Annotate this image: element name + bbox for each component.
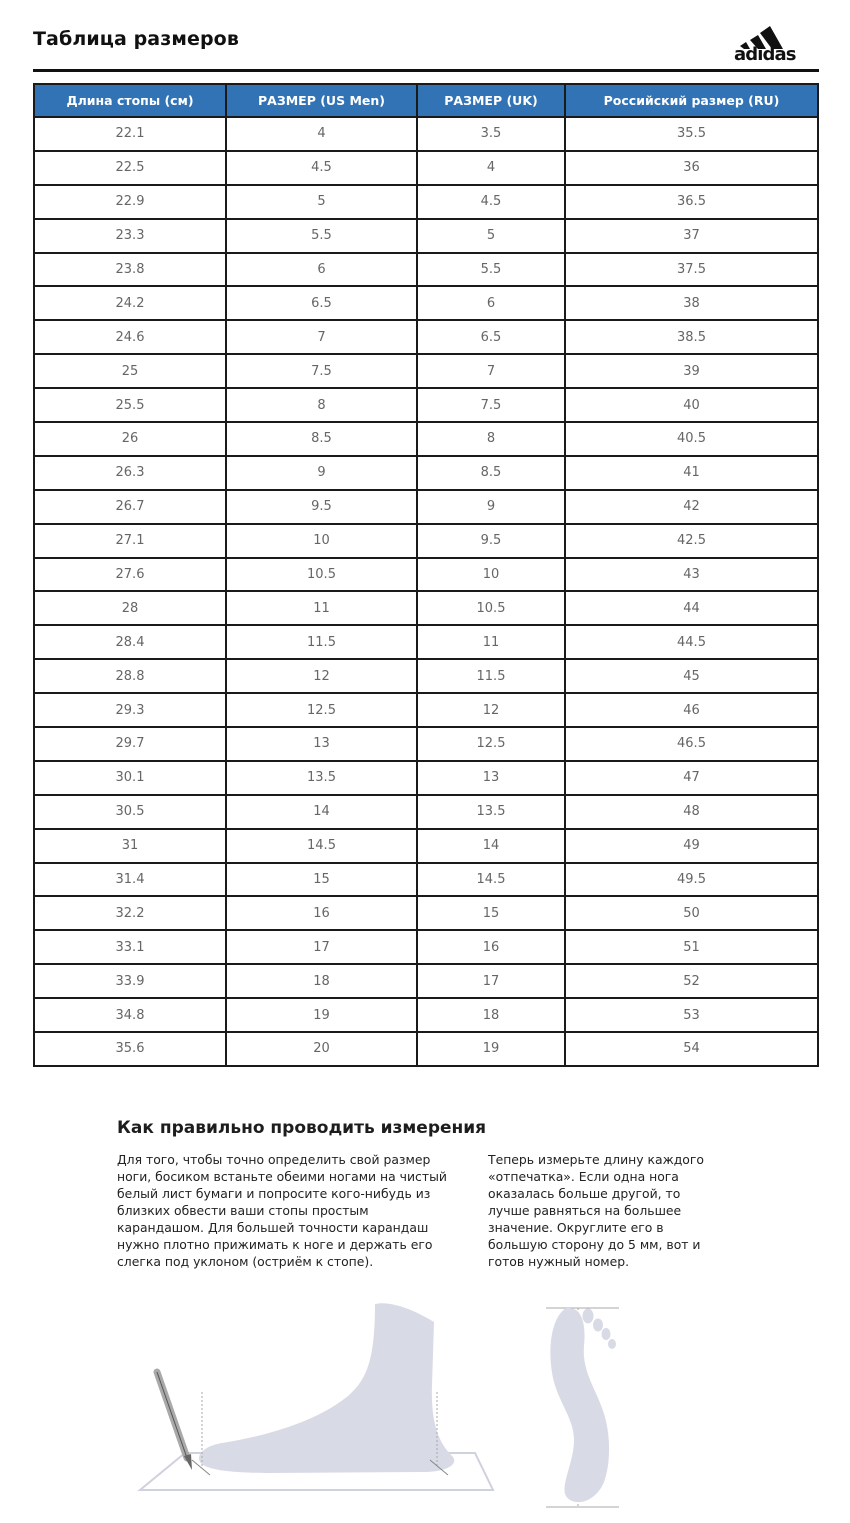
cell-us-men: 11.5 xyxy=(226,625,417,659)
cell-foot-length: 24.6 xyxy=(34,320,226,354)
table-row xyxy=(34,558,818,592)
cell-uk: 4 xyxy=(417,151,565,185)
cell-us-men: 6 xyxy=(226,253,417,287)
table-row xyxy=(34,117,818,151)
cell-foot-length: 25 xyxy=(34,354,226,388)
cell-us-men: 15 xyxy=(226,863,417,897)
measurement-instructions-left: Для того, чтобы точно определить свой размер ноги, босиком встаньте обеими ногами на чистый белый лист бумаги и попросите кого-нибудь из близких обвести ваши стопы простым карандашом. Для большей точности карандаш нужно плотно прижимать к ноге и держать его слегка под уклоном (остриём к стопе). xyxy=(117,1152,447,1269)
cell-us-men: 14.5 xyxy=(226,829,417,863)
cell-uk: 3.5 xyxy=(417,117,565,151)
cell-ru: 49 xyxy=(565,829,818,863)
cell-uk: 14.5 xyxy=(417,863,565,897)
table-row xyxy=(34,490,818,524)
size-table-body xyxy=(34,117,818,1066)
cell-us-men: 9.5 xyxy=(226,490,417,524)
cell-ru: 35.5 xyxy=(565,117,818,151)
cell-ru: 46.5 xyxy=(565,727,818,761)
cell-foot-length: 27.6 xyxy=(34,558,226,592)
cell-us-men: 4.5 xyxy=(226,151,417,185)
column-header-ru: Российский размер (RU) xyxy=(565,84,818,117)
cell-uk: 9 xyxy=(417,490,565,524)
footprint-icon xyxy=(546,1308,619,1507)
cell-foot-length: 28 xyxy=(34,591,226,625)
cell-foot-length: 23.8 xyxy=(34,253,226,287)
cell-uk: 12 xyxy=(417,693,565,727)
table-row xyxy=(34,693,818,727)
cell-us-men: 18 xyxy=(226,964,417,998)
cell-foot-length: 28.4 xyxy=(34,625,226,659)
cell-uk: 13 xyxy=(417,761,565,795)
cell-us-men: 6.5 xyxy=(226,286,417,320)
cell-foot-length: 30.1 xyxy=(34,761,226,795)
cell-foot-length: 22.5 xyxy=(34,151,226,185)
table-row xyxy=(34,964,818,998)
cell-foot-length: 27.1 xyxy=(34,524,226,558)
table-row xyxy=(34,151,818,185)
cell-ru: 42 xyxy=(565,490,818,524)
cell-uk: 7 xyxy=(417,354,565,388)
cell-foot-length: 31 xyxy=(34,829,226,863)
table-row xyxy=(34,253,818,287)
cell-uk: 5 xyxy=(417,219,565,253)
cell-us-men: 8 xyxy=(226,388,417,422)
table-row xyxy=(34,659,818,693)
cell-foot-length: 22.9 xyxy=(34,185,226,219)
cell-foot-length: 31.4 xyxy=(34,863,226,897)
cell-uk: 11 xyxy=(417,625,565,659)
table-row xyxy=(34,219,818,253)
cell-foot-length: 35.6 xyxy=(34,1032,226,1066)
cell-ru: 40 xyxy=(565,388,818,422)
cell-us-men: 9 xyxy=(226,456,417,490)
table-row xyxy=(34,320,818,354)
cell-ru: 52 xyxy=(565,964,818,998)
cell-uk: 7.5 xyxy=(417,388,565,422)
cell-foot-length: 24.2 xyxy=(34,286,226,320)
column-header-foot-length: Длина стопы (см) xyxy=(34,84,226,117)
cell-ru: 41 xyxy=(565,456,818,490)
table-row xyxy=(34,761,818,795)
cell-us-men: 7.5 xyxy=(226,354,417,388)
cell-ru: 37 xyxy=(565,219,818,253)
cell-us-men: 5 xyxy=(226,185,417,219)
cell-foot-length: 33.9 xyxy=(34,964,226,998)
table-header-row xyxy=(34,84,818,117)
cell-ru: 45 xyxy=(565,659,818,693)
cell-uk: 13.5 xyxy=(417,795,565,829)
table-row xyxy=(34,625,818,659)
cell-uk: 6.5 xyxy=(417,320,565,354)
table-row xyxy=(34,1032,818,1066)
cell-ru: 40.5 xyxy=(565,422,818,456)
cell-foot-length: 25.5 xyxy=(34,388,226,422)
cell-uk: 9.5 xyxy=(417,524,565,558)
cell-ru: 42.5 xyxy=(565,524,818,558)
measurement-illustration xyxy=(0,1290,850,1523)
cell-us-men: 17 xyxy=(226,930,417,964)
cell-foot-length: 23.3 xyxy=(34,219,226,253)
cell-us-men: 12.5 xyxy=(226,693,417,727)
cell-uk: 10.5 xyxy=(417,591,565,625)
cell-foot-length: 29.3 xyxy=(34,693,226,727)
cell-us-men: 10 xyxy=(226,524,417,558)
cell-foot-length: 22.1 xyxy=(34,117,226,151)
cell-foot-length: 28.8 xyxy=(34,659,226,693)
table-row xyxy=(34,524,818,558)
cell-ru: 39 xyxy=(565,354,818,388)
cell-uk: 5.5 xyxy=(417,253,565,287)
cell-us-men: 14 xyxy=(226,795,417,829)
cell-uk: 11.5 xyxy=(417,659,565,693)
cell-ru: 50 xyxy=(565,896,818,930)
measurement-title: Как правильно проводить измерения xyxy=(117,1118,487,1138)
column-header-uk: РАЗМЕР (UK) xyxy=(417,84,565,117)
table-row xyxy=(34,591,818,625)
cell-ru: 46 xyxy=(565,693,818,727)
cell-us-men: 11 xyxy=(226,591,417,625)
table-row xyxy=(34,456,818,490)
cell-ru: 43 xyxy=(565,558,818,592)
cell-us-men: 7 xyxy=(226,320,417,354)
cell-us-men: 20 xyxy=(226,1032,417,1066)
table-row xyxy=(34,354,818,388)
cell-ru: 54 xyxy=(565,1032,818,1066)
cell-foot-length: 26.7 xyxy=(34,490,226,524)
measurement-instructions-right: Теперь измерьте длину каждого «отпечатка». Если одна нога оказалась больше другой, то лучше равняться на большее значение. Округлите его в большую сторону до 5 мм, вот и готов нужный номер. xyxy=(488,1152,704,1269)
cell-us-men: 5.5 xyxy=(226,219,417,253)
header-divider xyxy=(33,69,819,72)
cell-ru: 47 xyxy=(565,761,818,795)
cell-us-men: 10.5 xyxy=(226,558,417,592)
cell-us-men: 13 xyxy=(226,727,417,761)
cell-ru: 38.5 xyxy=(565,320,818,354)
cell-uk: 4.5 xyxy=(417,185,565,219)
table-row xyxy=(34,998,818,1032)
cell-us-men: 19 xyxy=(226,998,417,1032)
cell-ru: 44.5 xyxy=(565,625,818,659)
cell-foot-length: 29.7 xyxy=(34,727,226,761)
table-row xyxy=(34,185,818,219)
cell-ru: 38 xyxy=(565,286,818,320)
cell-uk: 17 xyxy=(417,964,565,998)
cell-uk: 10 xyxy=(417,558,565,592)
table-row xyxy=(34,829,818,863)
cell-ru: 36 xyxy=(565,151,818,185)
cell-foot-length: 26.3 xyxy=(34,456,226,490)
cell-us-men: 4 xyxy=(226,117,417,151)
cell-uk: 8.5 xyxy=(417,456,565,490)
table-row xyxy=(34,422,818,456)
foot-side-icon xyxy=(199,1303,454,1473)
cell-uk: 19 xyxy=(417,1032,565,1066)
cell-uk: 18 xyxy=(417,998,565,1032)
table-row xyxy=(34,286,818,320)
cell-us-men: 8.5 xyxy=(226,422,417,456)
cell-uk: 12.5 xyxy=(417,727,565,761)
cell-ru: 37.5 xyxy=(565,253,818,287)
pencil-icon xyxy=(157,1372,192,1470)
cell-foot-length: 34.8 xyxy=(34,998,226,1032)
cell-foot-length: 32.2 xyxy=(34,896,226,930)
cell-ru: 48 xyxy=(565,795,818,829)
table-row xyxy=(34,388,818,422)
cell-us-men: 13.5 xyxy=(226,761,417,795)
cell-ru: 51 xyxy=(565,930,818,964)
cell-uk: 6 xyxy=(417,286,565,320)
table-row xyxy=(34,863,818,897)
table-row xyxy=(34,896,818,930)
table-row xyxy=(34,727,818,761)
cell-uk: 14 xyxy=(417,829,565,863)
cell-foot-length: 30.5 xyxy=(34,795,226,829)
cell-ru: 53 xyxy=(565,998,818,1032)
table-row xyxy=(34,930,818,964)
cell-us-men: 12 xyxy=(226,659,417,693)
cell-us-men: 16 xyxy=(226,896,417,930)
cell-ru: 49.5 xyxy=(565,863,818,897)
cell-ru: 44 xyxy=(565,591,818,625)
column-header-us-men: РАЗМЕР (US Men) xyxy=(226,84,417,117)
table-row xyxy=(34,795,818,829)
cell-uk: 8 xyxy=(417,422,565,456)
cell-uk: 16 xyxy=(417,930,565,964)
cell-foot-length: 33.1 xyxy=(34,930,226,964)
size-table xyxy=(33,83,819,1067)
cell-uk: 15 xyxy=(417,896,565,930)
page-title: Таблица размеров xyxy=(33,28,239,50)
cell-foot-length: 26 xyxy=(34,422,226,456)
brand-wordmark: adidas xyxy=(734,44,796,65)
size-table-container xyxy=(33,83,819,1067)
cell-ru: 36.5 xyxy=(565,185,818,219)
